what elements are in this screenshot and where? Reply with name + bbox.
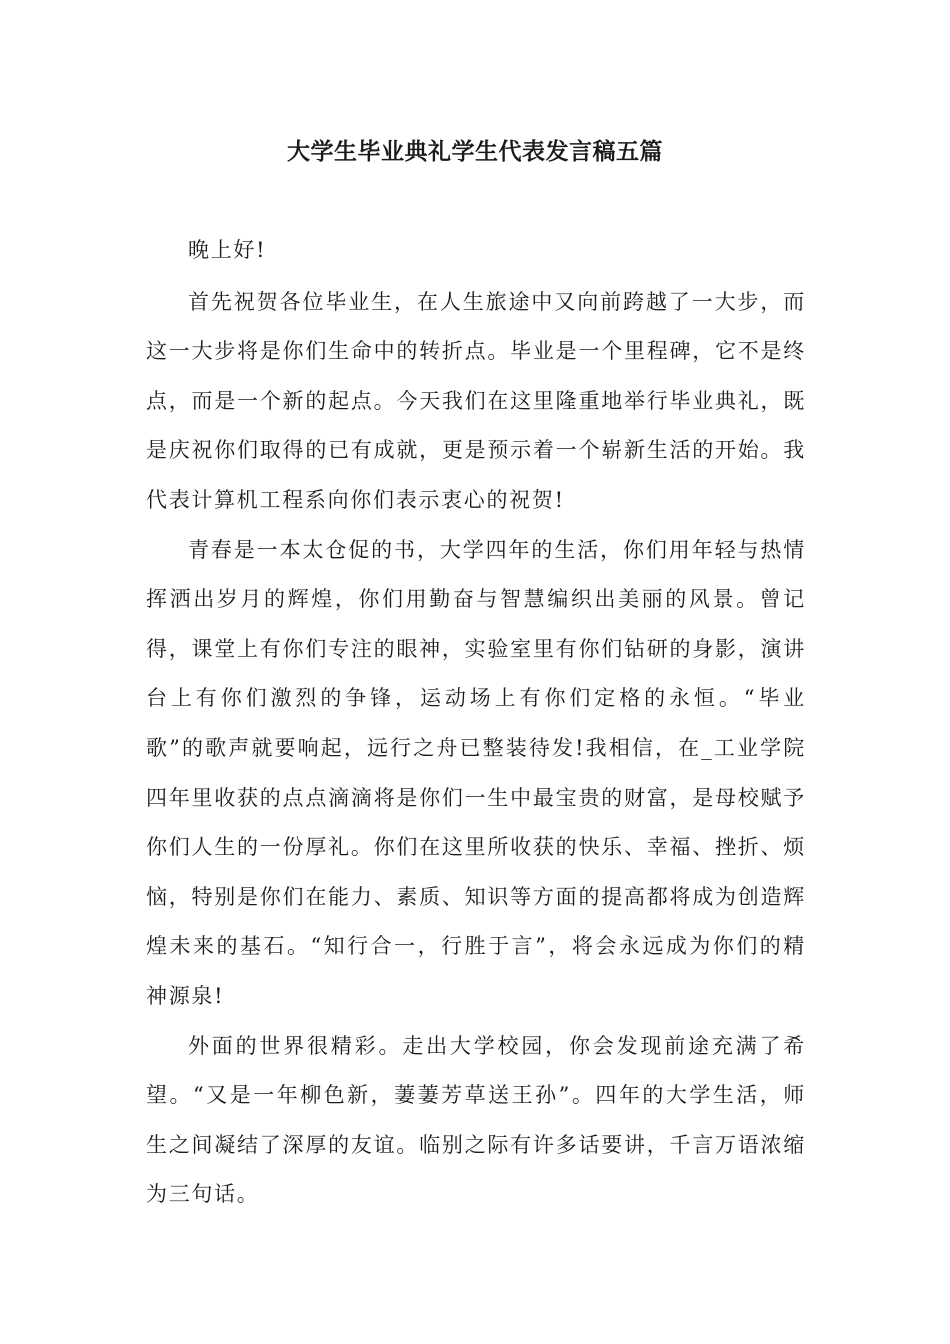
document-body (146, 226, 806, 1220)
paragraph-youth: 青春是一本太仓促的书，大学四年的生活，你们用年轻与热情挥洒出岁月的辉煌，你们用勤奋与智慧编织出美丽的风景。曾记得，课堂上有你们专注的眼神，实验室里有你们钻研的身影，演讲台上有你们激烈的争锋，运动场上有你们定格的永恒。“毕业歌”的歌声就要响起，远行之舟已整装待发!我相信，在_工业学院四年里收获的点点滴滴将是你们一生中最宝贵的财富，是母校赋予你们人生的一份厚礼。你们在这里所收获的快乐、幸福、挫折、烦恼，特别是你们在能力、素质、知识等方面的提高都将成为创造辉煌未来的基石。“知行合一，行胜于言”，将会永远成为你们的精神源泉! (146, 537, 806, 1008)
paragraph-congratulations: 首先祝贺各位毕业生，在人生旅途中又向前跨越了一大步，而这一大步将是你们生命中的转折点。毕业是一个里程碑，它不是终点，而是一个新的起点。今天我们在这里隆重地举行毕业典礼，既是庆祝你们取得的已有成就，更是预示着一个崭新生活的开始。我代表计算机工程系向你们表示衷心的祝贺! (146, 289, 806, 512)
paragraph-greeting: 晚上好! (188, 238, 267, 262)
document-title: 大学生毕业典礼学生代表发言稿五篇 (287, 139, 663, 165)
paragraph-outside-world: 外面的世界很精彩。走出大学校园，你会发现前途充满了希望。“又是一年柳色新，萋萋芳草送王孙”。四年的大学生活，师生之间凝结了深厚的友谊。临别之际有许多话要讲，千言万语浓缩为三句话。 (146, 1033, 806, 1207)
